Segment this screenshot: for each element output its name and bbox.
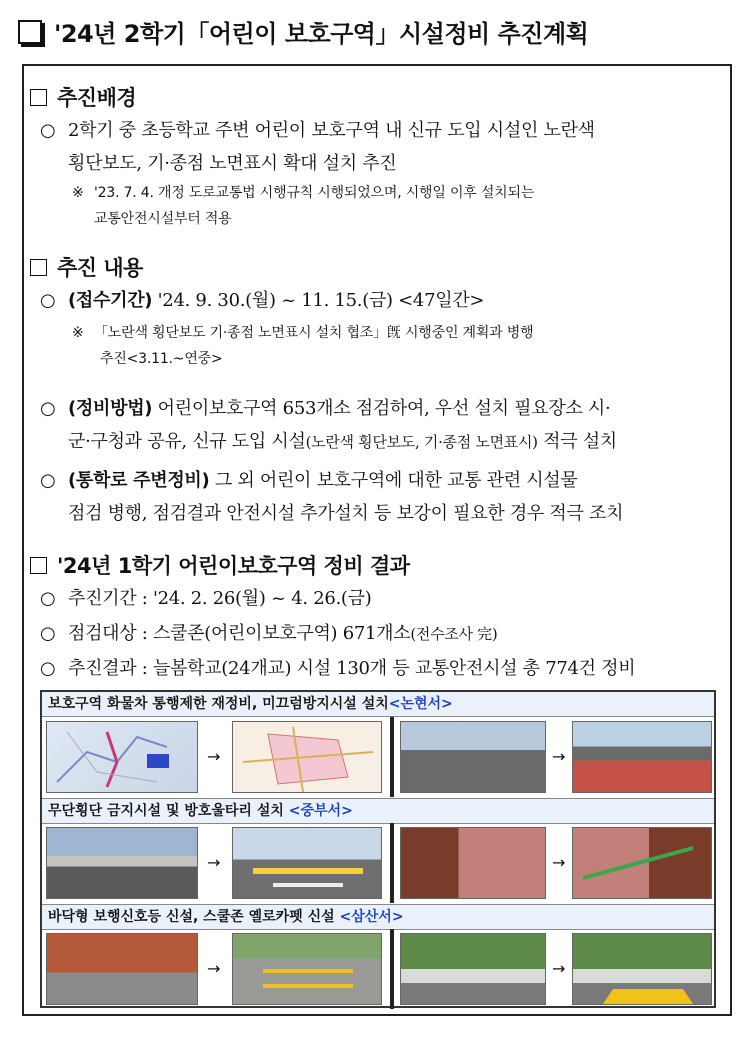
section-content-heading: 추진 내용: [30, 252, 143, 282]
yellow-carpet-icon: [573, 934, 712, 1005]
crossing-after-image: [232, 827, 382, 899]
circle-bullet-icon: ○: [40, 470, 56, 491]
circle-bullet-icon: ○: [40, 120, 56, 141]
section-result-heading: '24년 1학기 어린이보호구역 정비 결과: [30, 550, 410, 580]
note-mark-icon: ※: [72, 185, 84, 201]
arrow-icon: →: [552, 959, 566, 978]
photo-row-1: [42, 717, 714, 797]
circle-bullet-icon: ○: [40, 658, 56, 679]
background-item: ○ 2학기 중 초등학교 주변 어린이 보호구역 내 신규 도입 시설인 노란색 횡단보도, 기·종점 노면표시 확대 설치 추진: [40, 114, 728, 180]
background-note: ※ '23. 7. 4. 개정 도로교통법 시행규칙 시행되었으며, 시행일 이후 설치되는 교통안전시설부터 적용: [72, 180, 728, 232]
divider: [390, 823, 394, 903]
photo-row-3: [42, 929, 714, 1009]
fence-icon: [233, 828, 382, 899]
signal-after-image: [232, 933, 382, 1005]
title-text: '24년 2학기「어린이 보호구역」시설정비 추진계획: [54, 20, 589, 48]
square-bullet-icon: [30, 89, 47, 106]
page-title: [18, 14, 588, 49]
carpet-after-image: [572, 933, 712, 1005]
crossing-before-image: [46, 827, 198, 899]
square-bullet-icon: [30, 259, 47, 276]
road-before-image: [400, 721, 546, 793]
signal-before-image: [46, 933, 198, 1005]
map-icon: [233, 722, 382, 793]
fence-before-image: [400, 827, 546, 899]
photo-row-2: [42, 823, 714, 903]
note-mark-icon: ※: [72, 325, 84, 341]
road-after-image: [572, 721, 712, 793]
method-item: ○ (정비방법) 어린이보호구역 653개소 점검하여, 우선 설치 필요장소 시· 군·구청과 공유, 신규 도입 시설(노란색 횡단보도, 기·종점 노면표시) 적극 설치: [40, 392, 728, 459]
guardrail-icon: [573, 828, 712, 899]
arrow-icon: →: [207, 747, 221, 766]
crosswalk-icon: [233, 934, 382, 1005]
checkbox-icon: [18, 20, 42, 44]
photo-grid: [40, 690, 716, 1008]
result-item-period: ○ 추진기간 : '24. 2. 26(월) ~ 4. 26.(금): [40, 582, 728, 615]
map-after-image: [232, 721, 382, 793]
map-before-image: [46, 721, 198, 793]
square-bullet-icon: [30, 557, 47, 574]
fence-after-image: [572, 827, 712, 899]
divider: [390, 929, 394, 1009]
route-item: ○ (통학로 주변정비) 그 외 어린이 보호구역에 대한 교통 관련 시설물 점검 병행, 점검결과 안전시설 추가설치 등 보강이 필요한 경우 적극 조치: [40, 464, 728, 530]
map-icon: [47, 722, 198, 793]
section-background-heading: 추진배경: [30, 82, 136, 112]
photo-caption-2: 무단횡단 금지시설 및 방호울타리 설치 <중부서>: [42, 798, 714, 824]
arrow-icon: →: [552, 853, 566, 872]
arrow-icon: →: [552, 747, 566, 766]
circle-bullet-icon: ○: [40, 398, 56, 419]
period-note: ※ 「노란색 횡단보도 기·종점 노면표시 설치 협조」旣 시행중인 계획과 병행 추진<3.11.~연중>: [72, 320, 728, 372]
result-item-target: ○ 점검대상 : 스쿨존(어린이보호구역) 671개소(전수조사 完): [40, 617, 728, 651]
circle-bullet-icon: ○: [40, 290, 56, 311]
divider: [390, 717, 394, 797]
circle-bullet-icon: ○: [40, 588, 56, 609]
arrow-icon: →: [207, 853, 221, 872]
result-item-outcome: ○ 추진결과 : 늘봄학교(24개교) 시설 130개 등 교통안전시설 총 774건 정비: [40, 652, 728, 685]
period-item: ○ (접수기간) '24. 9. 30.(월) ~ 11. 15.(금) <47일간>: [40, 284, 728, 317]
photo-caption-1: 보호구역 화물차 통행제한 재정비, 미끄럼방지시설 설치<논현서>: [42, 692, 714, 717]
photo-caption-3: 바닥형 보행신호등 신설, 스쿨존 옐로카펫 신설 <삼산서>: [42, 904, 714, 930]
circle-bullet-icon: ○: [40, 623, 56, 644]
carpet-before-image: [400, 933, 546, 1005]
arrow-icon: →: [207, 959, 221, 978]
